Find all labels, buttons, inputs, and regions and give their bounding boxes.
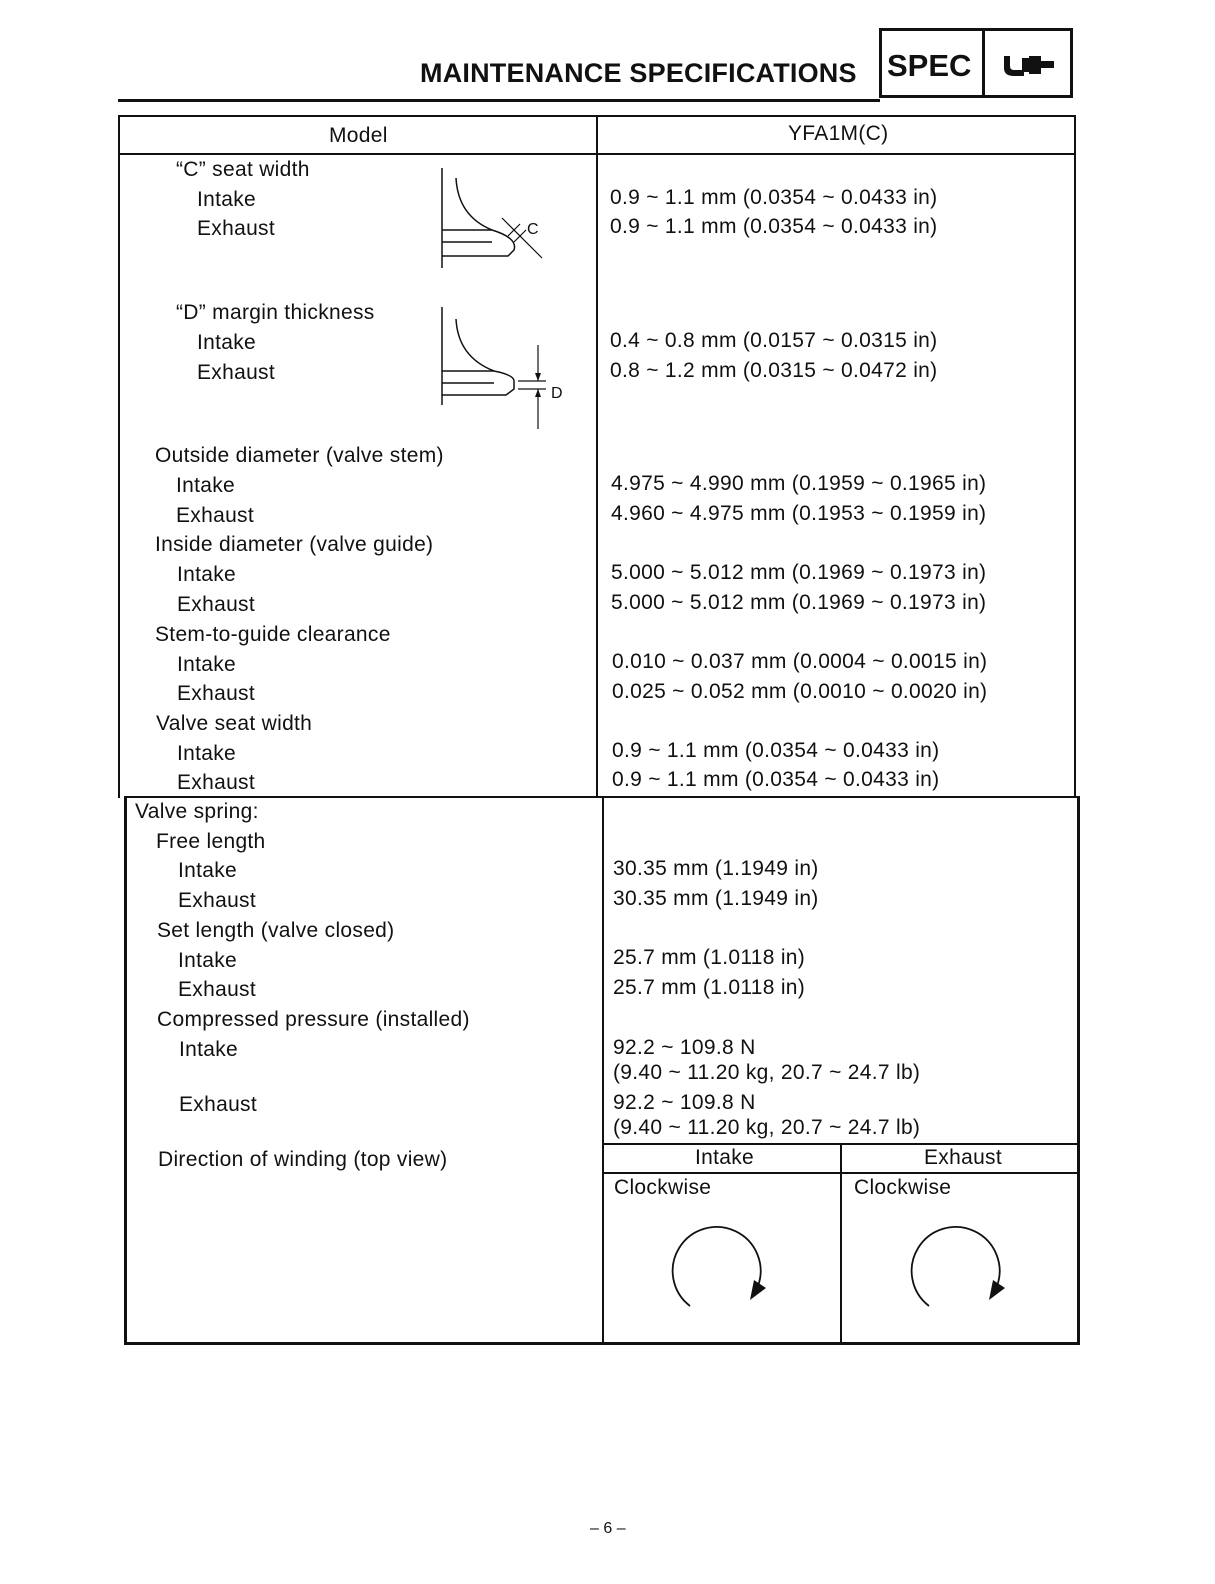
stem-clearance-exhaust-value: 0.025 ~ 0.052 mm (0.0010 ~ 0.0020 in) (612, 680, 988, 703)
compressed-exhaust-value-kg-lb: (9.40 ~ 11.20 kg, 20.7 ~ 24.7 lb) (613, 1116, 921, 1139)
spec-badge-divider (982, 28, 985, 98)
compressed-intake-value-kg-lb: (9.40 ~ 11.20 kg, 20.7 ~ 24.7 lb) (613, 1061, 921, 1084)
inside-diameter-intake-value: 5.000 ~ 5.012 mm (0.1969 ~ 0.1973 in) (611, 561, 987, 584)
free-length-exhaust-label: Exhaust (178, 889, 256, 912)
outside-diameter-exhaust-value: 4.960 ~ 4.975 mm (0.1953 ~ 0.1959 in) (611, 502, 987, 525)
outside-diameter-intake-label: Intake (176, 474, 236, 497)
d-margin-exhaust-label: Exhaust (197, 361, 275, 384)
valve-spring-label: Valve spring: (135, 800, 259, 823)
stem-clearance-label: Stem-to-guide clearance (155, 623, 391, 646)
compressed-intake-label: Intake (179, 1038, 239, 1061)
table-lower-column-divider (602, 796, 604, 1344)
set-length-exhaust-label: Exhaust (178, 978, 256, 1001)
table-bottom-border (124, 1342, 1080, 1345)
d-margin-intake-value: 0.4 ~ 0.8 mm (0.0157 ~ 0.0315 in) (610, 329, 938, 352)
winding-intake-value: Clockwise (614, 1176, 712, 1199)
d-margin-label: “D” margin thickness (176, 301, 375, 324)
table-left-border (118, 115, 120, 798)
stem-clearance-exhaust-label: Exhaust (177, 682, 255, 705)
table-lower-left-border (124, 796, 127, 1344)
valve-seat-exhaust-value: 0.9 ~ 1.1 mm (0.0354 ~ 0.0433 in) (612, 768, 940, 791)
winding-direction-label: Direction of winding (top view) (158, 1148, 448, 1171)
valve-seat-intake-value: 0.9 ~ 1.1 mm (0.0354 ~ 0.0433 in) (612, 739, 940, 762)
valve-seat-label: Valve seat width (156, 712, 313, 735)
model-value: YFA1M(C) (788, 122, 889, 145)
compressed-intake-value-newton: 92.2 ~ 109.8 N (613, 1036, 756, 1059)
set-length-label: Set length (valve closed) (157, 919, 395, 942)
inside-diameter-label: Inside diameter (valve guide) (155, 533, 434, 556)
compressed-pressure-label: Compressed pressure (installed) (157, 1008, 470, 1031)
inside-diameter-intake-label: Intake (177, 563, 237, 586)
clockwise-arrow-icon (672, 1226, 772, 1316)
d-margin-exhaust-value: 0.8 ~ 1.2 mm (0.0315 ~ 0.0472 in) (610, 359, 938, 382)
set-length-intake-value: 25.7 mm (1.0118 in) (613, 946, 806, 969)
valve-seat-exhaust-label: Exhaust (177, 771, 255, 794)
free-length-exhaust-value: 30.35 mm (1.1949 in) (613, 887, 819, 910)
d-margin-diagram (436, 305, 556, 433)
set-length-exhaust-value: 25.7 mm (1.0118 in) (613, 976, 806, 999)
free-length-label: Free length (156, 830, 266, 853)
winding-table-column-divider (840, 1143, 842, 1343)
c-diagram-letter: C (527, 221, 539, 238)
table-column-divider (596, 115, 598, 798)
c-seat-intake-value: 0.9 ~ 1.1 mm (0.0354 ~ 0.0433 in) (610, 186, 938, 209)
free-length-intake-value: 30.35 mm (1.1949 in) (613, 857, 819, 880)
compressed-exhaust-value-newton: 92.2 ~ 109.8 N (613, 1091, 756, 1114)
c-seat-exhaust-value: 0.9 ~ 1.1 mm (0.0354 ~ 0.0433 in) (610, 215, 938, 238)
table-section-divider (124, 796, 1078, 798)
page-number: – 6 – (590, 1520, 626, 1537)
winding-exhaust-value: Clockwise (854, 1176, 952, 1199)
outside-diameter-label: Outside diameter (valve stem) (155, 444, 444, 467)
table-right-border (1074, 115, 1076, 798)
stem-clearance-intake-value: 0.010 ~ 0.037 mm (0.0004 ~ 0.0015 in) (612, 650, 988, 673)
winding-exhaust-header: Exhaust (924, 1146, 1002, 1169)
spec-badge-label: SPEC (887, 48, 972, 83)
page-title: MAINTENANCE SPECIFICATIONS (420, 58, 857, 88)
table-header-divider (118, 153, 1076, 155)
title-underline (118, 99, 880, 102)
winding-intake-header: Intake (695, 1146, 755, 1169)
stem-clearance-intake-label: Intake (177, 653, 237, 676)
inside-diameter-exhaust-label: Exhaust (177, 593, 255, 616)
valve-seat-intake-label: Intake (177, 742, 237, 765)
set-length-intake-label: Intake (178, 949, 238, 972)
c-seat-exhaust-label: Exhaust (197, 217, 275, 240)
d-margin-intake-label: Intake (197, 331, 257, 354)
table-lower-right-border (1077, 796, 1080, 1344)
model-label: Model (329, 124, 388, 147)
clockwise-arrow-icon-exhaust (911, 1226, 1011, 1316)
compressed-exhaust-label: Exhaust (179, 1093, 257, 1116)
micrometer-icon (998, 50, 1058, 80)
c-seat-intake-label: Intake (197, 188, 257, 211)
c-seat-label: “C” seat width (176, 158, 310, 181)
outside-diameter-exhaust-label: Exhaust (176, 504, 254, 527)
d-diagram-letter: D (551, 385, 563, 402)
free-length-intake-label: Intake (178, 859, 238, 882)
inside-diameter-exhaust-value: 5.000 ~ 5.012 mm (0.1969 ~ 0.1973 in) (611, 591, 987, 614)
outside-diameter-intake-value: 4.975 ~ 4.990 mm (0.1959 ~ 0.1965 in) (611, 472, 987, 495)
